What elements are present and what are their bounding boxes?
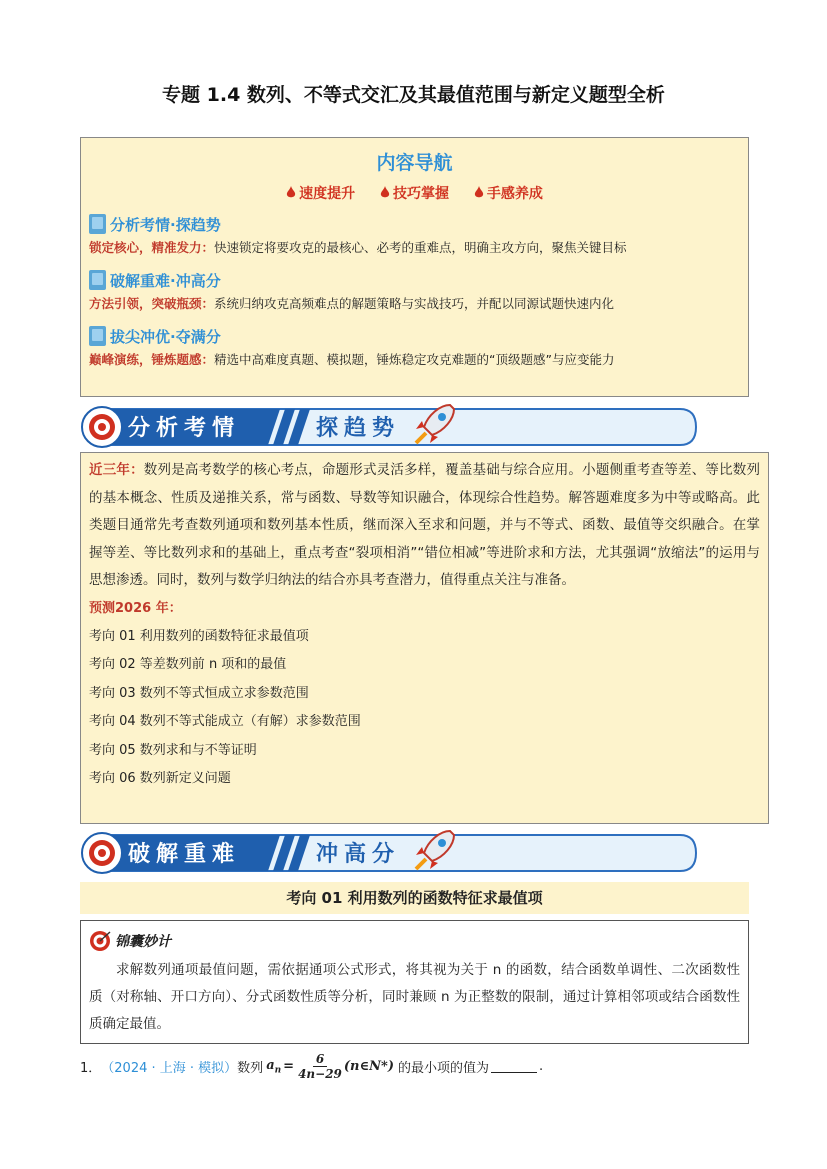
section-heading: 考向 01 利用数列的函数特征求最值项 xyxy=(80,882,749,914)
nav-section-analysis: 分析考情·探趋势 xyxy=(89,211,748,237)
nav-desc: 锁定核心，精准发力：快速锁定将要攻克的最核心、必考的重难点，明确主攻方向，聚焦关键目标 xyxy=(89,240,627,255)
direction-item: 考向 04 数列不等式能成立（有解）求参数范围 xyxy=(89,714,361,729)
tip-logo: 锦囊妙计 xyxy=(89,927,740,955)
target-icon xyxy=(89,930,111,952)
exam-trend-box xyxy=(80,452,769,824)
nav-desc: 巅峰演练，锤炼题感：精选中高难度真题、模拟题，锤炼稳定攻克难题的“顶级题感”与应变能力 xyxy=(89,352,615,367)
nav-tag: 手感养成 xyxy=(474,186,543,202)
formula-fraction: $\frac{6}{4n-29}$ xyxy=(298,1052,342,1081)
flame-icon xyxy=(380,186,390,199)
flame-icon xyxy=(474,186,484,199)
page-title: 专题 1.4 数列、不等式交汇及其最值范围与新定义题型全析 xyxy=(162,84,665,106)
prediction-label: 预测2026 年： xyxy=(89,600,182,616)
banner-left-text: 破解重难 xyxy=(128,841,241,867)
banner-breakthrough xyxy=(80,831,700,875)
tip-text: 求解数列通项最值问题，需依据通项公式形式，将其视为关于 n 的函数，结合函数单调性、二次函数性质（对称轴、开口方向）、分式函数性质等分析，同时兼顾 n 为正整数的限制，通过计算相邻项或结合函数性质确定最值。 xyxy=(89,962,740,1032)
sequence-symbol: $a_n$ xyxy=(266,1057,282,1076)
flame-icon xyxy=(286,186,296,199)
banner-right-text: 探趋势 xyxy=(316,415,401,441)
direction-item: 考向 03 数列不等式恒成立求参数范围 xyxy=(89,685,309,701)
banner-right-text: 冲高分 xyxy=(316,841,401,867)
formula-condition: (n∈N*) xyxy=(343,1059,394,1074)
rocket-icon xyxy=(410,825,460,875)
book-icon xyxy=(89,270,106,290)
content-navigation-box xyxy=(80,137,749,397)
nav-tag: 速度提升 xyxy=(286,186,355,202)
rocket-icon xyxy=(410,399,460,449)
book-icon xyxy=(89,214,106,234)
tip-box xyxy=(80,920,749,1044)
nav-tags xyxy=(81,183,748,203)
direction-item: 考向 01 利用数列的函数特征求最值项 xyxy=(89,628,309,644)
nav-tag: 技巧掌握 xyxy=(380,186,449,202)
direction-item: 考向 02 等差数列前 n 项和的最值 xyxy=(89,657,287,672)
nav-section-excellence: 拔尖冲优·夺满分 xyxy=(89,323,748,349)
trend-paragraph: 近三年：数列是高考数学的核心考点，命题形式灵活多样，覆盖基础与综合应用。小题侧重考查等差、等比数列的基本概念、性质及递推关系，常与函数、导数等知识融合，体现综合性趋势。解答题难度多为中等或略高。此类题目通常先考查数列通项和数列基本性质，继而深入至求和问题，并与不等式、函数、最值等交织融合。在掌握等差、等比数列求和的基础上，重点考查“裂项相消”“错位相减”等进阶求和方法，尤其强调“放缩法”的运用与思想渗透。同时，数列与数学归纳法的结合亦具考查潜力，值得重点关注与准备。 xyxy=(89,462,761,588)
nav-desc: 方法引领，突破瓶颈：系统归纳攻克高频难点的解题策略与实战技巧，并配以同源试题快速内化 xyxy=(89,296,615,311)
banner-analysis xyxy=(80,405,700,449)
nav-heading: 内容导航 xyxy=(376,152,453,174)
banner-left-text: 分析考情 xyxy=(128,415,241,441)
answer-blank[interactable] xyxy=(491,1061,537,1073)
book-icon xyxy=(89,326,106,346)
question-1: 1． （2024 · 上海 · 模拟） 数列 $a_n$ = $\frac{6}{4n-29}$ (n∈N*) 的最小项的值为 . xyxy=(80,1052,544,1081)
direction-item: 考向 05 数列求和与不等证明 xyxy=(89,742,257,758)
direction-item: 考向 06 数列新定义问题 xyxy=(89,771,231,786)
nav-section-breakthrough: 破解重难·冲高分 xyxy=(89,267,748,293)
question-source: （2024 · 上海 · 模拟） xyxy=(101,1061,238,1076)
